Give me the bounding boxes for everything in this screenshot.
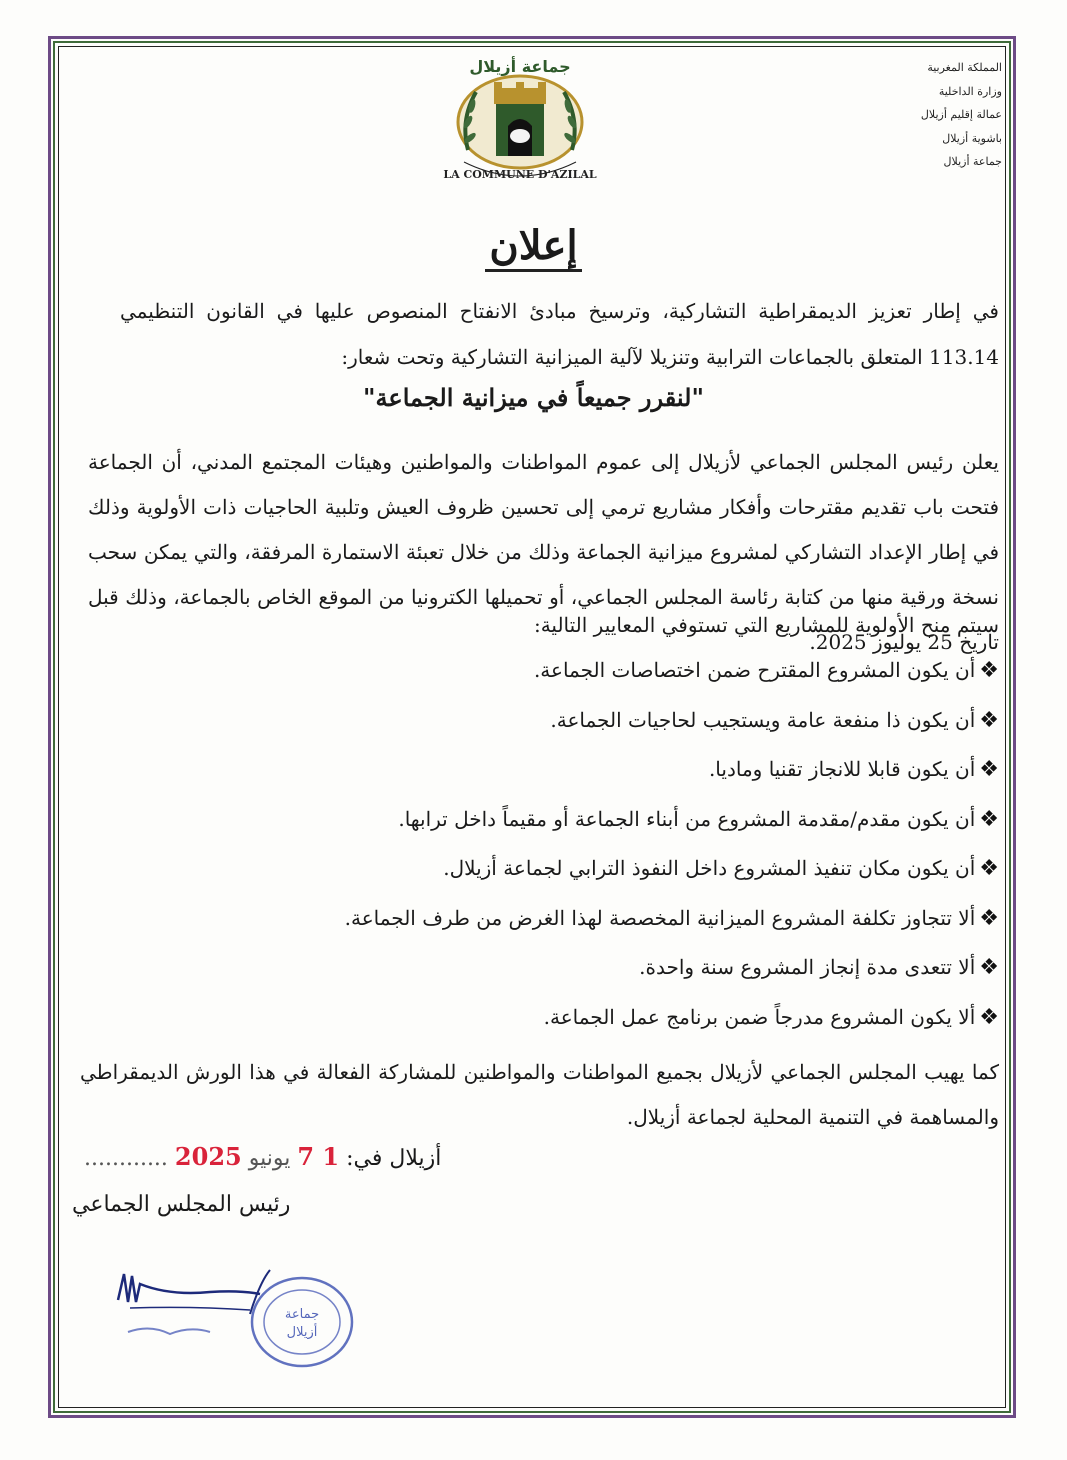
- svg-text:أزيلال: أزيلال: [286, 1325, 318, 1340]
- admin-line-kingdom: المملكة المغربية: [927, 61, 1002, 74]
- list-item: [345, 856, 999, 906]
- date-place: أزيلال في:: [346, 1146, 442, 1171]
- criterion-text: ألا تتجاوز تكلفة المشروع الميزانية المخصصة لهذا الغرض من طرف الجماعة.: [344, 905, 976, 930]
- closing-paragraph: كما يهيب المجلس الجماعي لأزيلال بجميع المواطنات والمواطنين للمشاركة الفعالة في هذا الورش الديمقراطي والمساهمة في التنمية المحلية لجماعة أزيلال.: [80, 1060, 999, 1129]
- administrative-header: [882, 56, 1002, 174]
- date-month: يونيو: [248, 1146, 291, 1171]
- diamond-bullet-icon: ❖: [979, 707, 999, 733]
- list-item: [345, 807, 999, 857]
- list-item: [345, 906, 999, 956]
- criterion-text: أن يكون المشروع المقترح ضمن اختصاصات الجماعة.: [533, 658, 976, 682]
- admin-line-commune: جماعة أزيلال: [943, 155, 1002, 168]
- criteria-list: [345, 658, 999, 1054]
- diamond-bullet-icon: ❖: [979, 757, 999, 782]
- date-dots: ............: [84, 1146, 168, 1171]
- diamond-bullet-icon: ❖: [979, 905, 999, 931]
- admin-line-pashalik: باشوية أزيلال: [942, 131, 1002, 145]
- stamped-year: 2025: [174, 1142, 242, 1171]
- slogan: "لنقرر جميعاً في ميزانية الجماعة": [363, 383, 704, 412]
- date-line: [84, 1142, 441, 1171]
- diamond-bullet-icon: ❖: [979, 1004, 999, 1030]
- criterion-text: أن يكون مقدم/مقدمة المشروع من أبناء الجماعة أو مقيماً داخل ترابها.: [398, 806, 976, 831]
- criterion-text: أن يكون مكان تنفيذ المشروع داخل النفوذ الترابي لجماعة أزيلال.: [443, 856, 976, 880]
- criterion-text: أن يكون ذا منفعة عامة ويستجيب لحاجيات الجماعة.: [550, 707, 976, 732]
- body-paragraph: يعلن رئيس المجلس الجماعي لأزيلال إلى عموم المواطنات والمواطنين وهيئات المجتمع المدني، أن الجماعة فتحت باب تقديم مقترحات وأفكار مشاريع ترمي إلى تحسين ظروف العيش وتلبية الحاجيات ذات الأولوية وذلك في إطار الإعداد التشاركي لمشروع ميزانية الجماعة وذلك من خلال تعبئة الاستمارة المرفقة، والتي يمكن سحب نسخة ورقية منها من كتابة رئاسة المجلس الجماعي، أو تحميلها الكترونيا من الموقع الخاص بالجماعة، وذلك قبل تاريخ 25 يوليوز 2025.: [88, 450, 1000, 654]
- svg-text:جماعة أزيلال: جماعة أزيلال: [469, 57, 571, 76]
- diamond-bullet-icon: ❖: [979, 658, 999, 683]
- intro-paragraph: في إطار تعزيز الديمقراطية التشاركية، وترسيخ مبادئ الانفتاح المنصوص عليها في القانون التنظيمي 113.14 المتعلق بالجماعات الترابية وتنزيلا لآلية الميزانية التشاركية وتحت شعار:: [120, 299, 999, 369]
- signatory-title: رئيس المجلس الجماعي: [72, 1192, 291, 1217]
- list-item: [345, 708, 999, 758]
- list-item: [345, 955, 999, 1005]
- svg-text:جماعة: جماعة: [284, 1307, 320, 1322]
- commune-logo: [430, 50, 610, 190]
- diamond-bullet-icon: ❖: [979, 806, 999, 832]
- diamond-bullet-icon: ❖: [979, 955, 999, 980]
- admin-line-ministry: وزارة الداخلية: [938, 84, 1002, 98]
- list-item: [345, 757, 999, 807]
- logo-latin-text: LA COMMUNE D'AZILAL: [443, 168, 597, 181]
- stamped-day: 1 7: [297, 1142, 340, 1171]
- criterion-text: أن يكون قابلا للانجاز تقنيا وماديا.: [708, 757, 976, 781]
- diamond-bullet-icon: ❖: [979, 856, 999, 881]
- criterion-text: ألا يكون المشروع مدرجاً ضمن برنامج عمل الجماعة.: [543, 1004, 976, 1029]
- announcement-title: [0, 222, 1067, 269]
- criteria-intro: سيتم منح الأولوية للمشاريع التي تستوفي المعايير التالية:: [533, 613, 999, 637]
- admin-line-province: عمالة إقليم أزيلال: [920, 108, 1002, 121]
- announcement-title-text: إعلان: [485, 222, 581, 272]
- list-item: [345, 658, 999, 708]
- list-item: [345, 1005, 999, 1055]
- criterion-text: ألا تتعدى مدة إنجاز المشروع سنة واحدة.: [639, 955, 976, 979]
- official-seal: [246, 1272, 358, 1372]
